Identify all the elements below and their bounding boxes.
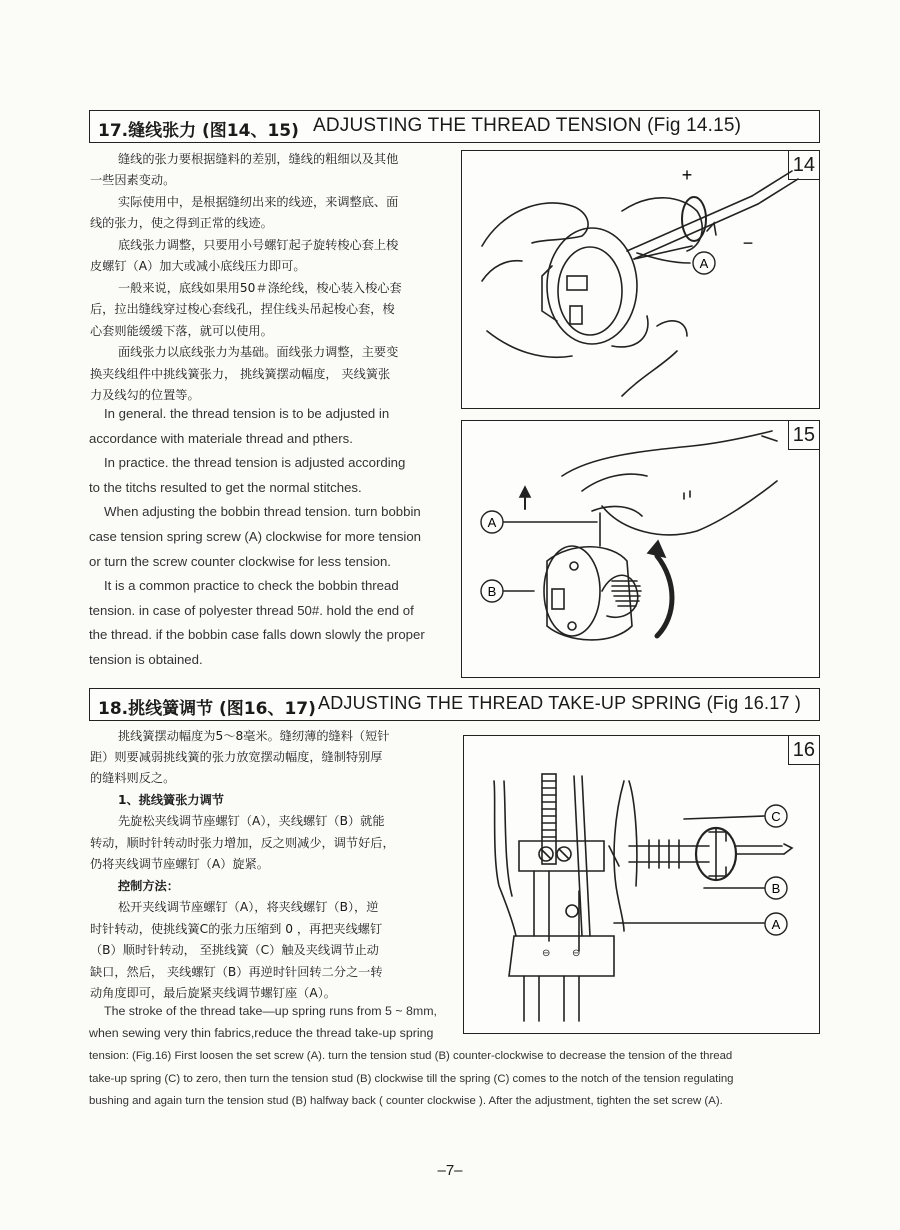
figure-14-number: 14 <box>788 150 820 180</box>
s18-en-line-4: take-up spring (C) to zero, then turn the tension stud (B) clockwise till the spring (C) comes to the notch of the tension regulating <box>89 1073 734 1085</box>
section-17-title-en: ADJUSTING THE THREAD TENSION (Fig 14.15) <box>313 115 742 136</box>
section-18-title-en: ADJUSTING THE THREAD TAKE-UP SPRING (Fig 16.17 ) <box>318 693 802 713</box>
s18-cn-line-4: 1、挑线簧张力调节 <box>118 793 224 807</box>
s17-en-line-3: In practice. the thread tension is adjusted according <box>104 455 406 470</box>
figure-16 <box>463 735 820 1034</box>
svg-text:⊖: ⊖ <box>572 948 581 959</box>
figure-16-number: 16 <box>788 735 820 765</box>
s17-cn-line-7: 一般来说，底线如果用50＃涤纶线，梭心装入梭心套 <box>118 281 402 295</box>
s18-cn-line-7: 仍将夹线调节座螺钉（A）旋紧。 <box>90 857 269 871</box>
s18-cn-line-6: 转动，顺时针转动时张力增加，反之则减少，调节好后， <box>90 836 395 850</box>
figure-15 <box>461 420 820 678</box>
s17-en-line-1: In general. the thread tension is to be adjusted in <box>104 406 390 421</box>
s18-en-line-5: bushing and again turn the tension stud (B) halfway back ( counter clockwise ). After the adjustment, tighten the set screw (A). <box>89 1095 723 1107</box>
figure-14 <box>461 150 820 409</box>
figure-14-minus: − <box>742 233 754 253</box>
s17-en-line-9: tension. in case of polyester thread 50#. hold the end of <box>89 603 414 618</box>
s17-en-line-5: When adjusting the bobbin thread tension. turn bobbin <box>104 504 421 519</box>
s17-cn-line-6: 皮螺钉（A）加大或减小底线压力即可。 <box>90 259 306 273</box>
figure-15-label-a: A <box>487 515 497 530</box>
s17-en-line-4: to the titchs resulted to get the normal stitches. <box>89 480 362 495</box>
s18-en-line-3: tension: (Fig.16) First loosen the set screw (A). turn the tension stud (B) counter-clockwise to decrease the tension of the thread <box>89 1050 733 1062</box>
s17-en-line-6: case tension spring screw (A) clockwise for more tension <box>89 529 422 544</box>
figure-15-label-b: B <box>487 584 497 599</box>
s18-en-line-2: when sewing very thin fabrics,reduce the thread take-up spring <box>89 1026 434 1040</box>
s17-cn-line-9: 心套则能缓缓下落，就可以使用。 <box>90 324 273 338</box>
section-18-header <box>89 688 820 721</box>
section-17-title-cn: 17.缝线张力 (图14、15) <box>98 121 299 141</box>
s17-cn-line-10: 面线张力以底线张力为基础。面线张力调整，主要变 <box>118 345 399 359</box>
s18-cn-line-10: 时针转动，使挑线簧C的张力压缩到 0 ，再把夹线螺钉 <box>90 922 383 936</box>
s18-cn-line-9: 松开夹线调节座螺钉（A），将夹线螺钉（B），逆 <box>118 900 379 914</box>
s17-en-line-8: It is a common practice to check the bobbin thread <box>104 578 399 593</box>
s17-en-line-11: tension is obtained. <box>89 652 203 667</box>
figure-16-label-a: A <box>771 917 781 932</box>
s18-cn-line-5: 先旋松夹线调节座螺钉（A），夹线螺钉（B）就能 <box>118 814 385 828</box>
figure-14-illustration <box>462 151 818 407</box>
section-17-header <box>89 110 820 143</box>
figure-15-illustration <box>462 421 818 676</box>
s17-cn-line-2: 一些因素变动。 <box>90 173 176 187</box>
s17-cn-line-3: 实际使用中，是根据缝纫出来的线迹，来调整底、面 <box>118 195 399 209</box>
s18-cn-line-13: 动角度即可，最后旋紧夹线调节螺钉座（A）。 <box>90 986 336 1000</box>
s17-cn-line-11: 换夹线组件中挑线簧张力， 挑线簧摆动幅度， 夹线簧张 <box>90 367 391 381</box>
figure-14-label-a: A <box>699 256 709 271</box>
s17-cn-line-5: 底线张力调整，只要用小号螺钉起子旋转梭心套上梭 <box>118 238 399 252</box>
page-number: –7– <box>437 1162 463 1179</box>
figure-15-number: 15 <box>788 420 820 450</box>
s17-cn-line-8: 后，拉出缝线穿过梭心套线孔，捏住线头吊起梭心套，梭 <box>90 302 395 316</box>
s17-en-line-7: or turn the screw counter clockwise for less tension. <box>89 554 391 569</box>
s17-cn-line-1: 缝线的张力要根据缝料的差别，缝线的粗细以及其他 <box>118 152 399 166</box>
s18-en-line-1: The stroke of the thread take—up spring runs from 5 ~ 8mm, <box>104 1004 437 1018</box>
s17-cn-line-4: 线的张力，使之得到正常的线迹。 <box>90 216 273 230</box>
s17-cn-line-12: 力及线勾的位置等。 <box>90 388 200 402</box>
s18-cn-line-3: 的缝料则反之。 <box>90 771 176 785</box>
s18-cn-line-12: 缺口，然后， 夹线螺钉（B）再逆时针回转二分之一转 <box>90 965 383 979</box>
s17-en-line-2: accordance with materiale thread and pthers. <box>89 431 353 446</box>
figure-14-plus: + <box>681 165 693 185</box>
figure-16-label-b: B <box>771 881 781 896</box>
s18-cn-line-11: （B）顺时针转动， 至挑线簧（C）触及夹线调节止动 <box>90 943 379 957</box>
figure-16-illustration <box>464 736 818 1032</box>
s18-cn-line-8: 控制方法： <box>118 879 179 893</box>
figure-16-label-c: C <box>771 809 781 824</box>
svg-text:⊖: ⊖ <box>542 948 551 959</box>
s17-en-line-10: the thread. if the bobbin case falls down slowly the proper <box>89 627 425 642</box>
s18-cn-line-2: 距）则要减弱挑线簧的张力放宽摆动幅度，缝制特别厚 <box>90 750 383 764</box>
s18-cn-line-1: 挑线簧摆动幅度为5～8毫米。缝纫薄的缝料（短针 <box>118 729 390 743</box>
section-18-title-cn: 18.挑线簧调节 (图16、17) <box>98 699 316 719</box>
